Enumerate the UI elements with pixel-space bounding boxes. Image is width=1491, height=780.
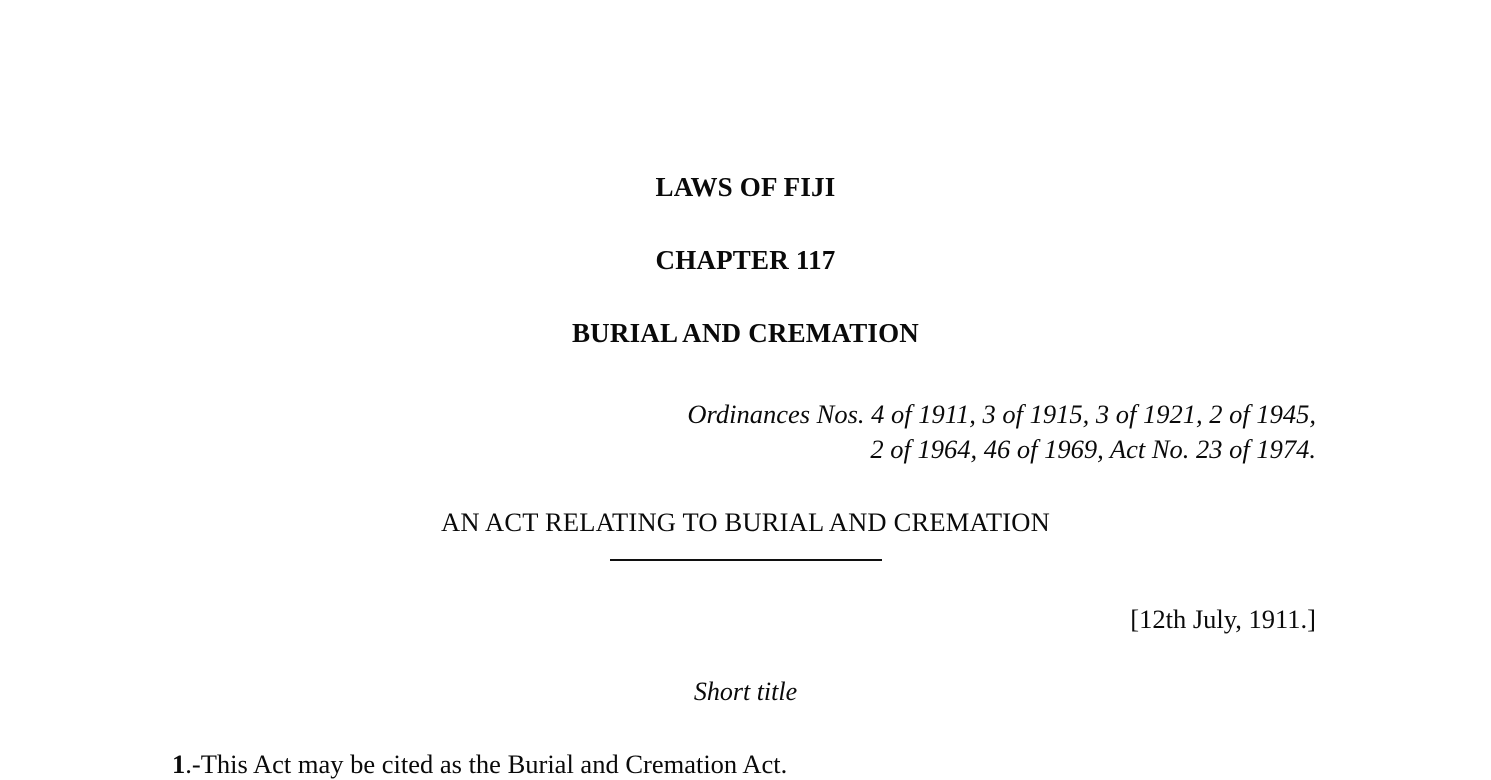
document-heading-act-title: BURIAL AND CREMATION [571,318,920,348]
ordinances-citation [0,397,1491,467]
section-number: 1 [172,749,186,780]
marginal-note-short-title: Short title [693,677,798,707]
document-heading-chapter: CHAPTER 117 [655,245,836,275]
long-title: AN ACT RELATING TO BURIAL AND CREMATION [441,507,1050,538]
ordinances-citation-line-2: 2 of 1964, 46 of 1969, Act No. 23 of 1974. [870,434,1316,465]
document-heading-laws-of-fiji: LAWS OF FIJI [655,172,836,202]
horizontal-rule-container [0,550,1491,568]
commencement-date: [12th July, 1911.] [1130,604,1316,635]
section-1 [0,749,1491,780]
horizontal-rule [610,559,882,561]
ordinances-citation-line-1: Ordinances Nos. 4 of 1911, 3 of 1915, 3 of 1921, 2 of 1945, [687,399,1316,429]
section-text: .-This Act may be cited as the Burial and Cremation Act. [185,749,788,780]
